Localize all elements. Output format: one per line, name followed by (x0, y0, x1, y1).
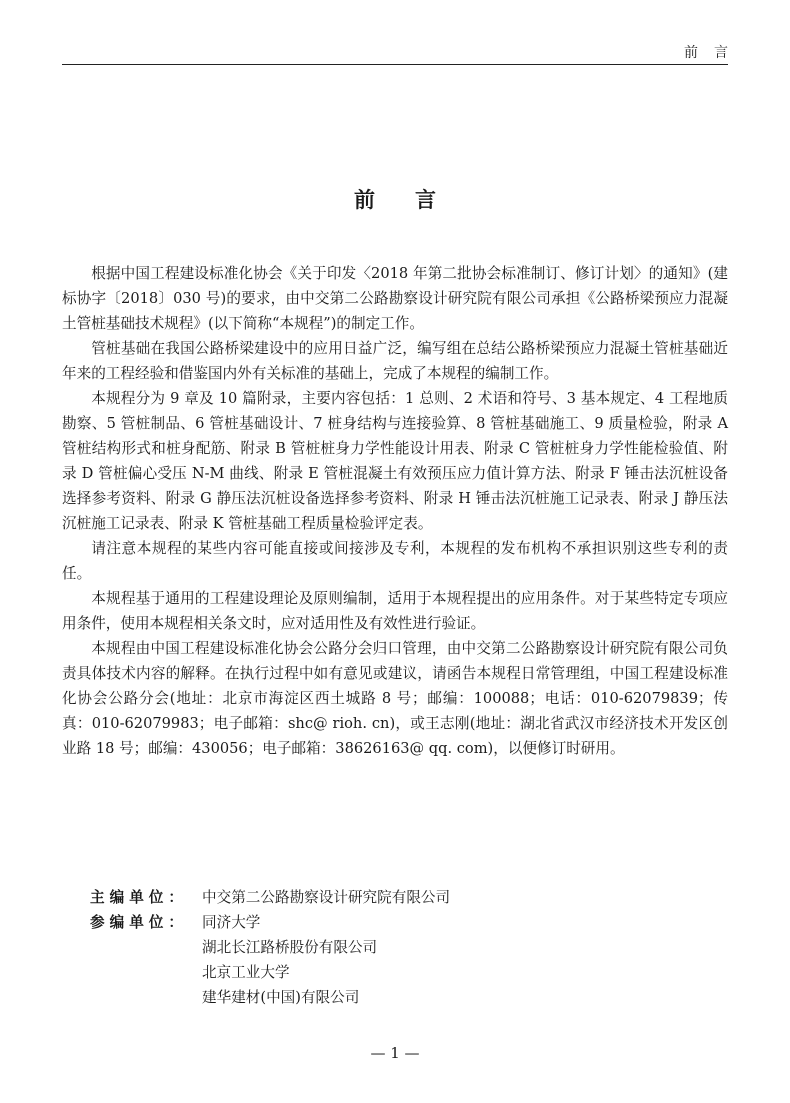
chief-unit-label: 主编单位： (90, 889, 188, 906)
chief-unit-name: 中交第二公路勘察设计研究院有限公司 (202, 889, 451, 906)
paragraph: 本规程分为 9 章及 10 篇附录，主要内容包括：1 总则、2 术语和符号、3 基本规定、4 工程地质勘察、5 管桩制品、6 管桩基础设计、7 桩身结构与连接验算、8 管桩基础施工、9 质量检验，附录 A 管桩结构形式和桩身配筋、附录 B 管桩桩身力学性能设计用表、附录 C 管桩桩身力学性能检验值、附录 D 管桩偏心受压 N-M 曲线、附录 E 管桩混凝土有效预压应力值计算方法、附录 F 锤击法沉桩设备选择参考资料、附录 G 静压法沉桩设备选择参考资料、附录 H 锤击法沉桩施工记录表、附录 J 静压法沉桩施工记录表、附录 K 管桩基础工程质量检验评定表。 (62, 390, 728, 532)
running-header (62, 40, 744, 65)
paragraph: 请注意本规程的某些内容可能直接或间接涉及专利，本规程的发布机构不承担识别这些专利的责任。 (62, 540, 728, 582)
participating-unit: 北京工业大学 (202, 964, 290, 981)
paragraph: 根据中国工程建设标准化协会《关于印发〈2018 年第二批协会标准制订、修订计划〉的通知》(建标协字〔2018〕030 号)的要求，由中交第二公路勘察设计研究院有限公司承担《公路桥梁预应力混凝土管桩基础技术规程》(以下简称“本规程”)的制定工作。 (62, 265, 728, 332)
paragraph: 管桩基础在我国公路桥梁建设中的应用日益广泛，编写组在总结公路桥梁预应力混凝土管桩基础近年来的工程经验和借鉴国内外有关标准的基础上，完成了本规程的编制工作。 (62, 340, 728, 382)
running-title: 前言 (684, 45, 744, 61)
chief-unit-row (90, 885, 450, 910)
participating-unit: 湖北长江路桥股份有限公司 (202, 939, 378, 956)
participating-units-row (90, 910, 450, 1010)
participating-unit: 建华建材(中国)有限公司 (202, 989, 360, 1006)
page-number: — 1 — (370, 1044, 420, 1062)
participating-units-label: 参编单位： (90, 914, 188, 931)
foreword-body (62, 261, 728, 761)
paragraph: 本规程由中国工程建设标准化协会公路分会归口管理，由中交第二公路勘察设计研究院有限公司负责具体技术内容的解释。在执行过程中如有意见或建议，请函告本规程日常管理组，中国工程建设标准化协会公路分会(地址：北京市海淀区西土城路 8 号；邮编：100088；电话：010-62079839；传真：010-62079983；电子邮箱：shc@ rioh. cn)，或王志刚(地址：湖北省武汉市经济技术开发区创业路 18 号；邮编：430056；电子邮箱：38626163@ qq. com)，以便修订时研用。 (62, 640, 728, 757)
page-title: 前言 (354, 187, 476, 212)
organizations (90, 885, 450, 1010)
participating-unit: 同济大学 (202, 914, 261, 931)
paragraph: 本规程基于通用的工程建设理论及原则编制，适用于本规程提出的应用条件。对于某些特定专项应用条件，使用本规程相关条文时，应对适用性及有效性进行验证。 (62, 590, 728, 632)
